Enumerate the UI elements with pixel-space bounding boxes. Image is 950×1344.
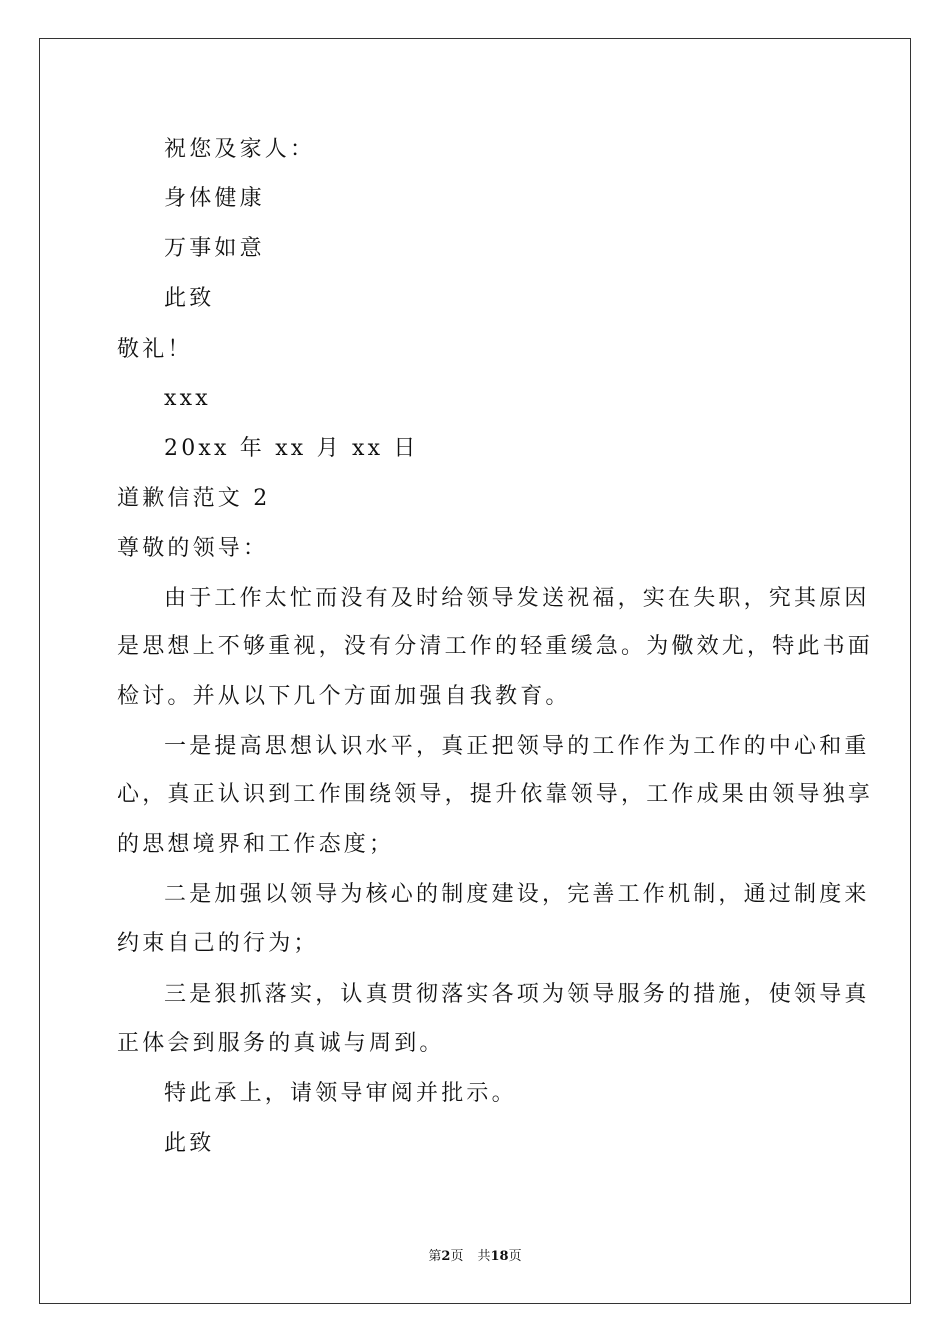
signature-date: 20xx 年 xx 月 xx 日	[164, 436, 419, 461]
page-prefix: 第	[428, 1249, 442, 1264]
text-line: 此致	[164, 286, 215, 311]
total-pages: 18	[490, 1249, 509, 1264]
paragraph-line: 二是加强以领导为核心的制度建设，完善工作机制，通过制度来	[164, 882, 870, 907]
section-title: 道歉信范文 2	[117, 486, 271, 511]
paragraph-line: 检讨。并从以下几个方面加强自我教育。	[117, 684, 571, 709]
total-prefix: 共	[477, 1249, 491, 1264]
paragraph-line: 是思想上不够重视，没有分清工作的轻重缓急。为儆效尤，特此书面	[117, 634, 874, 659]
text-line: 此致	[164, 1131, 215, 1156]
page-border	[39, 38, 911, 1304]
signature-name: xxx	[164, 386, 211, 411]
paragraph-line: 三是狠抓落实，认真贯彻落实各项为领导服务的措施，使领导真	[164, 982, 870, 1007]
paragraph-line: 正体会到服务的真诚与周到。	[117, 1031, 445, 1056]
text-line: 万事如意	[164, 236, 265, 261]
paragraph-line: 由于工作太忙而没有及时给领导发送祝福，实在失职，究其原因	[164, 586, 870, 611]
paragraph-line: 的思想境界和工作态度；	[117, 832, 395, 857]
salutation: 尊敬的领导：	[117, 536, 269, 561]
text-line: 身体健康	[164, 186, 265, 211]
page-number: 2	[441, 1249, 451, 1264]
paragraph-line: 一是提高思想认识水平，真正把领导的工作作为工作的中心和重	[164, 734, 870, 759]
paragraph-line: 约束自己的行为；	[117, 931, 319, 956]
total-suffix: 页	[508, 1249, 522, 1264]
paragraph-line: 特此承上，请领导审阅并批示。	[164, 1081, 517, 1106]
page-footer	[0, 1248, 950, 1266]
text-line: 敬礼！	[117, 337, 193, 362]
paragraph-line: 心，真正认识到工作围绕领导，提升依靠领导，工作成果由领导独享	[117, 782, 874, 807]
text-line: 祝您及家人：	[164, 137, 316, 162]
page-suffix: 页	[450, 1249, 464, 1264]
